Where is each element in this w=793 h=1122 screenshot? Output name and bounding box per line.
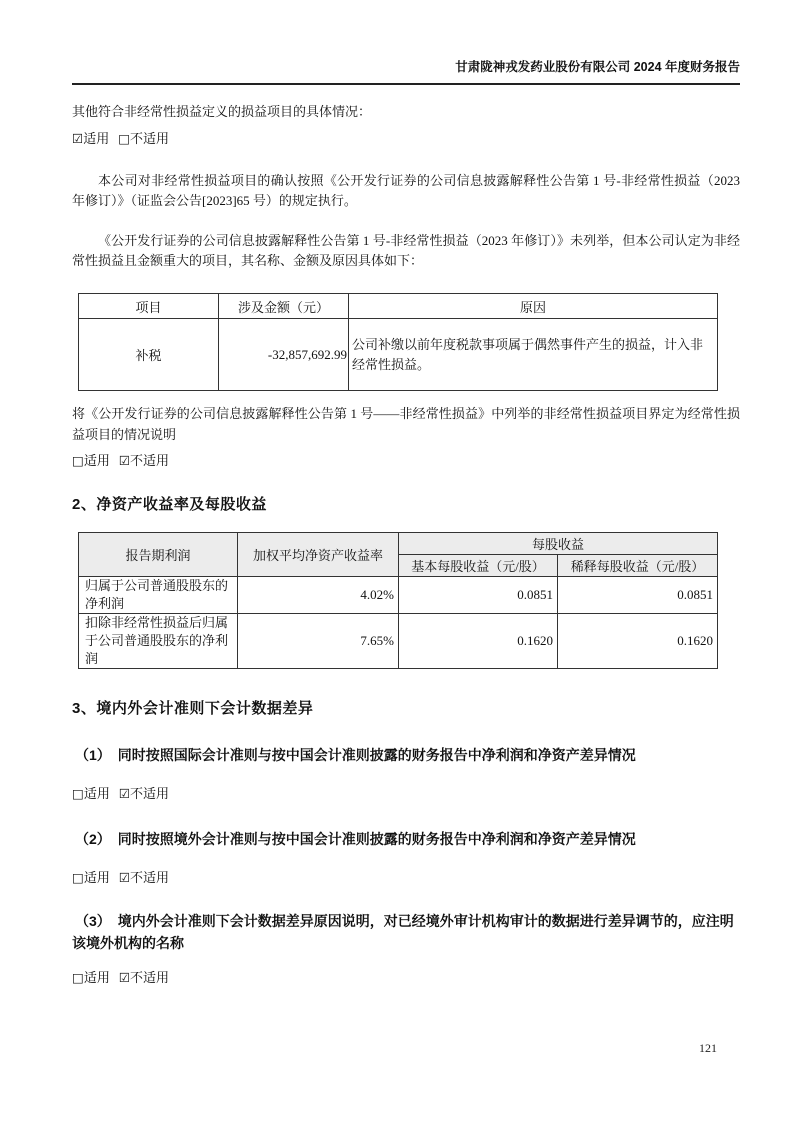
cell-diluted-eps: 0.1620 bbox=[558, 614, 718, 669]
applicability-line-1 bbox=[72, 129, 740, 149]
cell-amount: -32,857,692.99 bbox=[219, 319, 349, 391]
table-row bbox=[79, 614, 718, 669]
checkbox-unchecked-icon: □ bbox=[72, 786, 84, 801]
table-row bbox=[79, 319, 718, 391]
header-cell-reason: 原因 bbox=[349, 294, 718, 319]
checkbox-checked-icon: ☑ bbox=[118, 453, 131, 468]
unlisted-items-paragraph: 《公开发行证券的公司信息披露解释性公告第 1 号-非经常性损益（2023 年修订）》未列举，但本公司认定为非经常性损益且金额重大的项目，其名称、金额及原因具体如下： bbox=[72, 233, 740, 268]
applicable-label: 适用 bbox=[83, 870, 110, 885]
applicability-line-5 bbox=[72, 968, 740, 988]
applicability-line-4 bbox=[72, 868, 740, 888]
section-3-3-heading: （3） 境内外会计准则下会计数据差异原因说明，对已经境外审计机构审计的数据进行差异调节的，应注明该境外机构的名称 bbox=[72, 913, 734, 951]
not-applicable-label: 不适用 bbox=[130, 870, 170, 885]
not-applicable-label: 不适用 bbox=[130, 970, 170, 985]
checkbox-unchecked-icon: □ bbox=[72, 870, 84, 885]
checkbox-unchecked-icon: □ bbox=[72, 453, 84, 468]
header-cell-basic-eps: 基本每股收益（元/股） bbox=[399, 555, 558, 577]
table-header-row bbox=[79, 294, 718, 319]
header-title: 甘肃陇神戎发药业股份有限公司 2024 年度财务报告 bbox=[455, 60, 740, 74]
header-cell-eps-group: 每股收益 bbox=[399, 533, 718, 555]
section-3-2-heading: （2） 同时按照境外会计准则与按中国会计准则披露的财务报告中净利润和净资产差异情况 bbox=[75, 831, 636, 847]
checkbox-checked-icon: ☑ bbox=[118, 870, 131, 885]
header-cell-period-profit: 报告期利润 bbox=[79, 533, 238, 577]
checkbox-unchecked-icon: □ bbox=[118, 131, 131, 146]
cell-basic-eps: 0.0851 bbox=[399, 577, 558, 614]
section-3-heading: 3、境内外会计准则下会计数据差异 bbox=[72, 700, 314, 717]
not-applicable-label: 不适用 bbox=[130, 786, 170, 801]
section-3-1-heading: （1） 同时按照国际会计准则与按中国会计准则披露的财务报告中净利润和净资产差异情况 bbox=[75, 747, 636, 763]
checkbox-checked-icon: ☑ bbox=[118, 786, 131, 801]
checkbox-unchecked-icon: □ bbox=[72, 970, 84, 985]
applicable-label: 适用 bbox=[83, 131, 110, 146]
confirmation-paragraph: 本公司对非经常性损益项目的确认按照《公开发行证券的公司信息披露解释性公告第 1 号-非经常性损益（2023 年修订）》（证监会公告[2023]65 号）的规定执行。 bbox=[72, 173, 740, 208]
header-cell-weighted-roe: 加权平均净资产收益率 bbox=[238, 533, 399, 577]
cell-row-label: 归属于公司普通股股东的净利润 bbox=[79, 577, 238, 614]
checkbox-checked-icon: ☑ bbox=[118, 970, 131, 985]
applicable-label: 适用 bbox=[83, 453, 110, 468]
page-number: 121 bbox=[699, 1041, 717, 1055]
header-cell-diluted-eps: 稀释每股收益（元/股） bbox=[558, 555, 718, 577]
applicable-label: 适用 bbox=[83, 786, 110, 801]
table-row bbox=[79, 577, 718, 614]
cell-reason: 公司补缴以前年度税款事项属于偶然事件产生的损益，计入非经常性损益。 bbox=[349, 319, 718, 391]
not-applicable-label: 不适用 bbox=[130, 453, 170, 468]
applicability-line-2 bbox=[72, 451, 740, 471]
checkbox-checked-icon: ☑ bbox=[72, 131, 84, 146]
cell-item: 补税 bbox=[79, 319, 219, 391]
cell-basic-eps: 0.1620 bbox=[399, 614, 558, 669]
not-applicable-label: 不适用 bbox=[130, 131, 170, 146]
applicable-label: 适用 bbox=[83, 970, 110, 985]
applicability-line-3 bbox=[72, 784, 740, 804]
page-header bbox=[72, 57, 740, 85]
table-header-row bbox=[79, 533, 718, 555]
cell-roe: 4.02% bbox=[238, 577, 399, 614]
cell-roe: 7.65% bbox=[238, 614, 399, 669]
cell-diluted-eps: 0.0851 bbox=[558, 577, 718, 614]
reclassification-note: 将《公开发行证券的公司信息披露解释性公告第 1 号——非经常性损益》中列举的非经常性损益项目界定为经常性损益项目的情况说明 bbox=[72, 406, 740, 442]
other-items-intro: 其他符合非经常性损益定义的损益项目的具体情况： bbox=[72, 104, 372, 119]
section-2-heading: 2、净资产收益率及每股收益 bbox=[72, 496, 267, 513]
header-cell-item: 项目 bbox=[79, 294, 219, 319]
non-recurring-items-table bbox=[78, 293, 718, 391]
eps-table bbox=[78, 532, 718, 669]
cell-row-label: 扣除非经常性损益后归属于公司普通股股东的净利润 bbox=[79, 614, 238, 669]
header-cell-amount: 涉及金额（元） bbox=[219, 294, 349, 319]
